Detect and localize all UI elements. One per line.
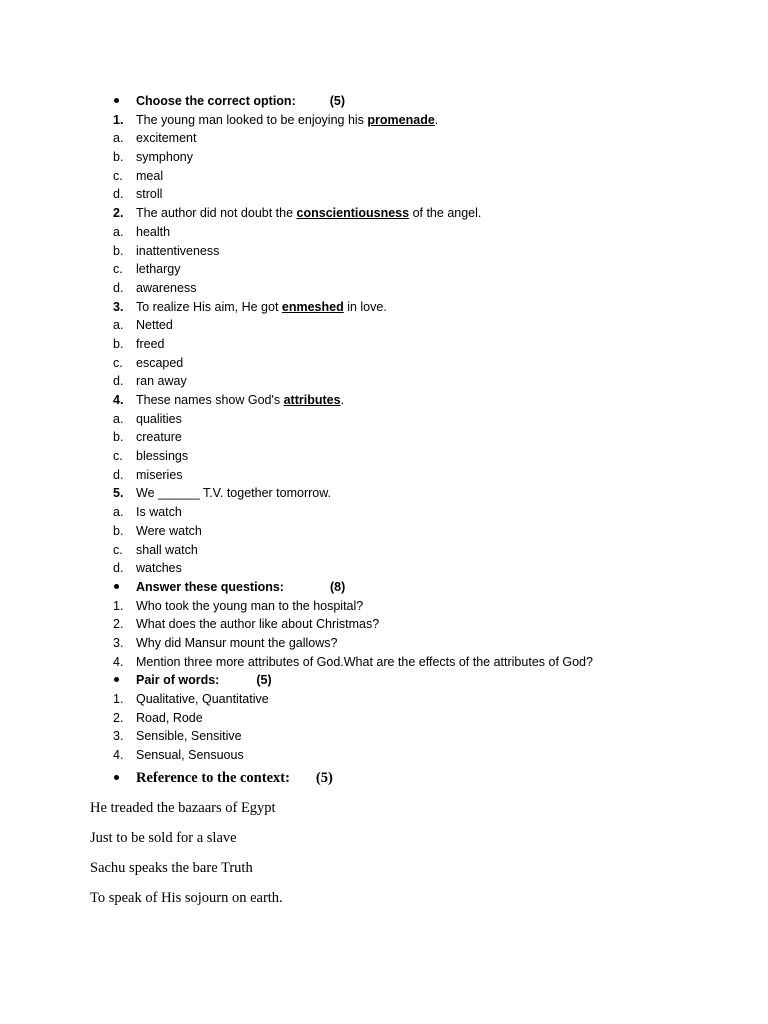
question-text-post: in love. — [343, 299, 387, 314]
question-text-post: . — [340, 393, 345, 407]
section-heading-pair-of-words — [113, 671, 733, 690]
item-number: 3. — [113, 729, 124, 744]
option-letter: d. — [113, 187, 124, 202]
question-item — [113, 597, 733, 616]
question-number: 5. — [113, 486, 124, 501]
option-item — [113, 129, 733, 148]
question-item — [113, 615, 733, 634]
option-item — [113, 335, 733, 354]
option-text: excitement — [136, 131, 197, 146]
question-text-pre: To realize His aim, He got — [136, 299, 282, 314]
option-letter: c. — [113, 262, 123, 277]
question-text — [136, 391, 344, 410]
option-item — [113, 466, 733, 485]
option-text: meal — [136, 168, 164, 183]
option-letter: c. — [113, 542, 123, 557]
section-title: Reference to the context: — [136, 769, 290, 786]
item-text: Qualitative, Quantitative — [136, 692, 269, 706]
section-heading-reference-context — [113, 767, 733, 789]
option-letter: c. — [113, 449, 123, 464]
mcq-list — [113, 111, 733, 578]
item-number: 2. — [113, 617, 124, 632]
item-number: 2. — [113, 710, 124, 725]
option-text: blessings — [136, 449, 189, 464]
question-text-pre: The young man looked to be enjoying his — [136, 112, 368, 127]
question-item — [113, 634, 733, 653]
option-item — [113, 559, 733, 578]
poem-line: Just to be sold for a slave — [90, 829, 237, 846]
question-3 — [113, 298, 733, 317]
section-score: (5) — [329, 94, 346, 108]
poem-excerpt — [90, 799, 733, 907]
section-heading-answer-questions — [113, 578, 733, 597]
poem-line: Sachu speaks the bare Truth — [90, 859, 253, 876]
item-number: 3. — [113, 635, 124, 650]
question-list — [113, 597, 733, 672]
option-letter: d. — [113, 561, 124, 576]
option-item — [113, 354, 733, 373]
option-item — [113, 223, 733, 242]
option-text: creature — [136, 430, 182, 445]
question-text-pre: The author did not doubt the — [136, 206, 297, 221]
question-number: 4. — [113, 393, 124, 407]
item-text: Sensible, Sensitive — [136, 729, 242, 744]
word-pair-item — [113, 746, 733, 765]
option-letter: a. — [113, 131, 124, 146]
option-letter: d. — [113, 280, 124, 295]
question-text-pre: These names show God's — [136, 393, 284, 407]
item-text: Why did Mansur mount the gallows? — [136, 635, 338, 650]
option-item — [113, 522, 733, 541]
bullet-marker — [113, 92, 136, 111]
word-pair-item — [113, 690, 733, 709]
option-letter: b. — [113, 150, 124, 165]
item-text: Road, Rode — [136, 710, 203, 725]
item-text: What does the author like about Christmas? — [136, 617, 380, 632]
question-1 — [113, 111, 733, 130]
question-text-post: . — [434, 112, 439, 127]
question-text-pre: We ______ T.V. together tomorrow. — [136, 486, 332, 501]
section-score: (8) — [329, 579, 346, 594]
poem-line: To speak of His sojourn on earth. — [90, 889, 283, 906]
option-text: inattentiveness — [136, 243, 220, 258]
option-letter: d. — [113, 374, 124, 389]
option-text: health — [136, 224, 171, 239]
option-letter: a. — [113, 411, 124, 426]
bullet-marker — [113, 578, 136, 597]
item-number: 1. — [113, 598, 124, 613]
option-item — [113, 185, 733, 204]
option-item — [113, 503, 733, 522]
option-text: shall watch — [136, 542, 198, 557]
question-text — [136, 204, 481, 223]
word-pair-item — [113, 727, 733, 746]
option-item — [113, 447, 733, 466]
option-item — [113, 148, 733, 167]
option-text: lethargy — [136, 262, 181, 277]
section-heading-choose-option — [113, 92, 733, 111]
option-letter: d. — [113, 467, 124, 482]
exam-document — [90, 92, 733, 907]
option-text: Is watch — [136, 505, 182, 520]
word-pair-list — [113, 690, 733, 765]
section-title: Answer these questions: — [136, 579, 284, 594]
option-item — [113, 428, 733, 447]
key-word: enmeshed — [281, 299, 344, 314]
item-text: Mention three more attributes of God.What are the effects of the attributes of God? — [136, 654, 593, 669]
bullet-marker — [113, 671, 136, 690]
option-letter: b. — [113, 430, 124, 445]
option-text: freed — [136, 336, 165, 351]
option-text: escaped — [136, 355, 184, 370]
option-text: qualities — [136, 411, 182, 426]
question-number: 1. — [113, 112, 124, 127]
section-title: Choose the correct option: — [136, 94, 296, 108]
option-item — [113, 242, 733, 261]
option-text: miseries — [136, 467, 183, 482]
option-letter: b. — [113, 523, 124, 538]
option-text: Were watch — [136, 523, 202, 538]
item-text: Sensual, Sensuous — [136, 748, 244, 763]
option-text: awareness — [136, 280, 197, 295]
option-item — [113, 279, 733, 298]
question-text — [136, 298, 387, 317]
question-2 — [113, 204, 733, 223]
question-text — [136, 111, 438, 130]
option-text: Netted — [136, 318, 173, 333]
section-score: (5) — [256, 673, 272, 688]
item-number: 4. — [113, 748, 124, 763]
option-text: ran away — [136, 374, 187, 389]
key-word: attributes — [283, 393, 341, 407]
question-text-post: of the angel. — [409, 206, 482, 221]
option-item — [113, 410, 733, 429]
question-item — [113, 653, 733, 672]
key-word: promenade — [367, 112, 435, 127]
option-letter: a. — [113, 318, 124, 333]
item-number: 1. — [113, 692, 124, 706]
option-letter: c. — [113, 355, 123, 370]
question-text — [136, 484, 331, 503]
word-pair-item — [113, 709, 733, 728]
option-text: watches — [136, 561, 182, 576]
option-letter: b. — [113, 243, 124, 258]
question-number: 3. — [113, 299, 124, 314]
bullet-marker — [113, 767, 136, 789]
option-item — [113, 541, 733, 560]
option-item — [113, 167, 733, 186]
option-text: stroll — [136, 187, 163, 202]
item-text: Who took the young man to the hospital? — [136, 598, 364, 613]
option-letter: a. — [113, 505, 124, 520]
poem-line: He treaded the bazaars of Egypt — [90, 799, 276, 816]
option-letter: c. — [113, 168, 123, 183]
option-letter: a. — [113, 224, 124, 239]
section-score: (5) — [315, 769, 333, 786]
question-4 — [113, 391, 733, 410]
question-number: 2. — [113, 206, 124, 221]
option-item — [113, 316, 733, 335]
key-word: conscientiousness — [296, 206, 410, 221]
item-number: 4. — [113, 654, 124, 669]
option-item — [113, 260, 733, 279]
option-item — [113, 372, 733, 391]
option-text: symphony — [136, 150, 193, 165]
question-5 — [113, 484, 733, 503]
section-title: Pair of words: — [136, 673, 220, 688]
option-letter: b. — [113, 336, 124, 351]
